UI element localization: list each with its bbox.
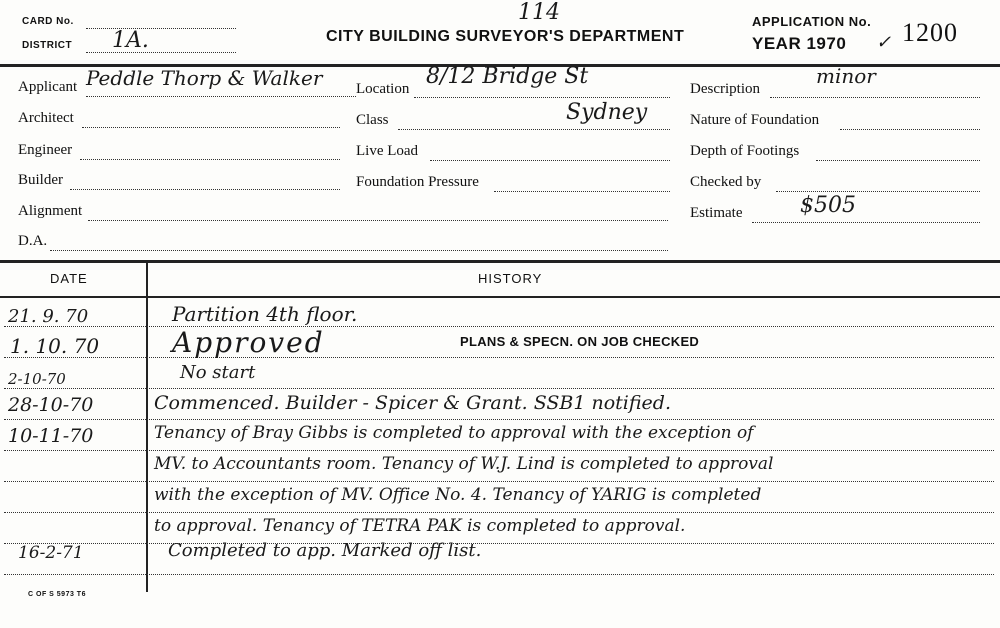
nature-of-foundation-line	[840, 129, 980, 130]
location-value: 8/12 Bridge St	[426, 64, 589, 89]
location-city: Sydney	[566, 100, 648, 125]
history-entry: to approval. Tenancy of TETRA PAK is completed to approval.	[154, 516, 686, 536]
history-entry: Commenced. Builder - Spicer & Grant. SSB1 notified.	[154, 392, 672, 414]
engineer-line	[80, 159, 340, 160]
applicant-line	[86, 96, 356, 97]
builder-line	[70, 189, 340, 190]
history-entry: Partition 4th floor.	[172, 302, 358, 326]
description-line	[770, 97, 980, 98]
da-label: D.A.	[18, 233, 48, 249]
history-rule	[4, 481, 994, 482]
history-rule	[4, 450, 994, 451]
history-entry: Tenancy of Bray Gibbs is completed to approval with the exception of	[154, 423, 754, 443]
history-entry: Completed to app. Marked off list.	[168, 540, 482, 561]
depth-of-footings-line	[816, 160, 980, 161]
history-entry: No start	[180, 362, 256, 383]
estimate-line	[752, 222, 980, 223]
history-entry: MV. to Accountants room. Tenancy of W.J. Lind is completed to approval	[154, 454, 774, 474]
live-load-label: Live Load	[356, 143, 419, 159]
foundation-pressure-line	[494, 191, 670, 192]
history-rule	[4, 357, 994, 358]
nature-of-foundation-label: Nature of Foundation	[690, 112, 820, 128]
description-label: Description	[690, 81, 760, 97]
applicant-value: Peddle Thorp & Walker	[86, 66, 323, 90]
history-date: 21. 9. 70	[8, 306, 89, 327]
application-no-value: 1200	[902, 18, 958, 47]
architect-line	[82, 127, 340, 128]
application-no-label: APPLICATION No.	[752, 14, 872, 29]
card-no-label: CARD No.	[22, 16, 74, 27]
estimate-label: Estimate	[690, 205, 743, 221]
history-header-rule	[0, 296, 1000, 298]
form-code: C OF S 5973 T6	[28, 591, 86, 598]
history-date: 1. 10. 70	[10, 334, 100, 358]
class-label: Class	[356, 112, 389, 128]
history-date: 2-10-70	[8, 370, 66, 388]
history-rule	[4, 512, 994, 513]
depth-of-footings-label: Depth of Footings	[690, 143, 800, 159]
checked-by-label: Checked by	[690, 174, 762, 190]
history-date: 10-11-70	[8, 425, 94, 447]
history-date: 28-10-70	[8, 394, 94, 416]
history-rule	[4, 388, 994, 389]
applicant-label: Applicant	[18, 79, 78, 95]
district-line	[86, 52, 236, 53]
history-rule	[4, 543, 994, 544]
page-number: 114	[518, 0, 560, 25]
checked-by-line	[776, 191, 980, 192]
card-no-line	[86, 28, 236, 29]
da-line	[50, 250, 668, 251]
history-rule	[4, 419, 994, 420]
live-load-line	[430, 160, 670, 161]
district-label: DISTRICT	[22, 40, 73, 51]
alignment-line	[88, 220, 668, 221]
architect-label: Architect	[18, 110, 74, 126]
date-header: DATE	[50, 271, 88, 286]
history-header: HISTORY	[478, 271, 543, 286]
history-entry: with the exception of MV. Office No. 4. Tenancy of YARIG is completed	[154, 485, 762, 505]
class-line	[398, 129, 670, 130]
engineer-label: Engineer	[18, 142, 73, 158]
year-tick: ✓	[876, 32, 892, 53]
department-title: CITY BUILDING SURVEYOR'S DEPARTMENT	[326, 28, 685, 45]
year-label: YEAR 1970	[752, 34, 847, 53]
history-rule	[4, 574, 994, 575]
description-value: minor	[816, 64, 876, 88]
history-date: 16-2-71	[18, 543, 84, 563]
location-label: Location	[356, 81, 410, 97]
history-entry: Approved	[172, 326, 325, 359]
history-top-rule	[0, 260, 1000, 263]
estimate-value: $505	[800, 193, 856, 218]
district-value: 1A.	[112, 28, 149, 53]
location-line	[414, 97, 670, 98]
foundation-pressure-label: Foundation Pressure	[356, 174, 479, 190]
history-rule	[4, 326, 994, 327]
inspection-stamp: PLANS & SPECN. ON JOB CHECKED	[460, 334, 700, 349]
alignment-label: Alignment	[18, 203, 83, 219]
builder-label: Builder	[18, 172, 63, 188]
